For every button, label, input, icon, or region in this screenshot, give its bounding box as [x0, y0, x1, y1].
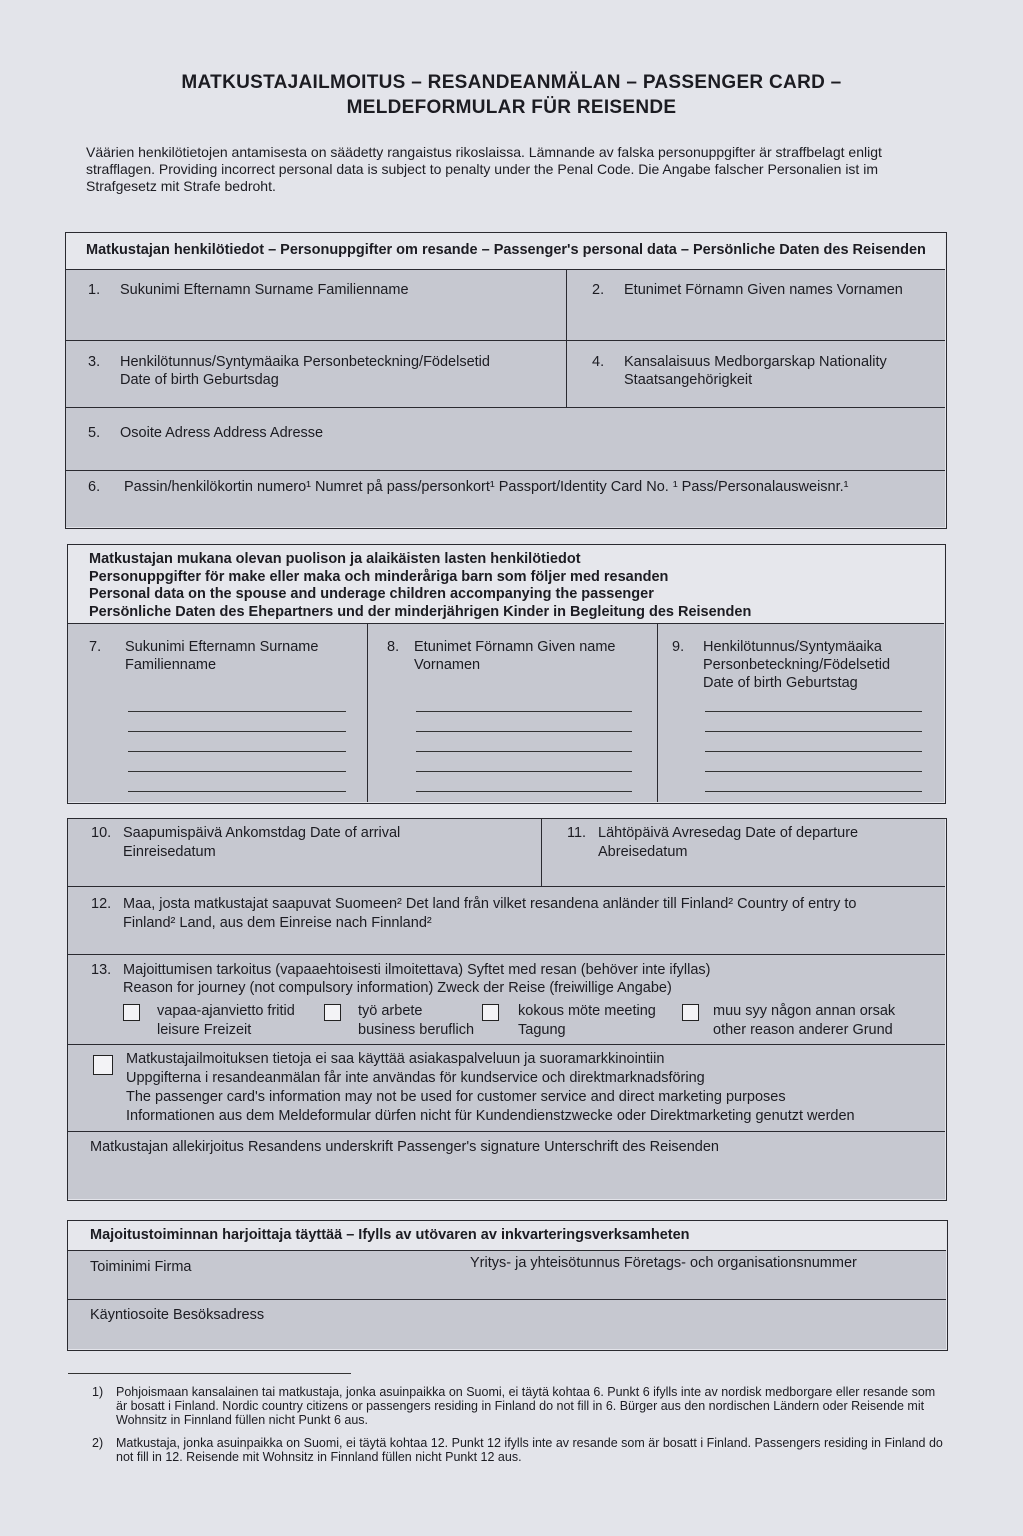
surname-label: Sukunimi Efternamn Surname Familienname	[120, 282, 409, 298]
field-number: 1.	[88, 282, 101, 298]
nationality-label-line2: Staatsangehörigkeit	[624, 372, 753, 388]
field-number: 4.	[592, 354, 605, 370]
companion-surname-lines	[128, 692, 346, 792]
entry-line[interactable]	[705, 772, 922, 792]
entry-line[interactable]	[128, 692, 346, 712]
field-number: 13.	[91, 962, 112, 978]
accommodation-header-text: Majoitustoiminnan harjoittaja täyttää – Ifylls av utövaren av inkvarteringsverksamheten	[90, 1227, 690, 1243]
footnote-1-text: Pohjoismaan kansalainen tai matkustaja, jonka asuinpaikka on Suomi, ei täytä kohtaa 6. Punkt 6 ifylls inte av nordisk medborgare eller resande som är bosatt i Finland. Nordic country citizens or passengers residing in Finland do not fill in 6. Bürger aus den nordischen Ländern oder Reisende mit Wohnsitz in Finnland füllen nicht Punkt 6 aus.	[116, 1385, 936, 1427]
companions-header-line: Persönliche Daten des Ehepartners und der minderjährigen Kinder in Begleitung des Reisenden	[89, 603, 752, 620]
other-reason-label-line2: other reason anderer Grund	[713, 1022, 893, 1038]
companions-header-line: Personuppgifter för make eller maka och minderåriga barn som följer med resanden	[89, 568, 669, 585]
field-number: 12.	[91, 896, 112, 912]
form-title-line2: MELDEFORMULAR FÜR REISENDE	[346, 97, 677, 118]
consent-line: Informationen aus dem Meldeformular dürfen nicht für Kundendienstzwecke oder Direktmarketing genutzt werden	[126, 1108, 855, 1124]
companion-given-name-label-line1: Etunimet Förnamn Given name	[414, 639, 616, 655]
companions-header-line: Personal data on the spouse and underage children accompanying the passenger	[89, 586, 654, 602]
entry-line[interactable]	[705, 732, 922, 752]
entry-line[interactable]	[705, 712, 922, 732]
companion-dob-column	[657, 624, 944, 802]
leisure-checkbox[interactable]	[123, 1004, 140, 1021]
travel-details-section	[67, 818, 947, 1201]
passenger-data-section	[65, 232, 947, 529]
entry-line[interactable]	[416, 732, 632, 752]
firm-field[interactable]	[68, 1251, 946, 1299]
entry-line[interactable]	[128, 752, 346, 772]
dob-label-line2: Date of birth Geburtsdag	[120, 372, 279, 388]
companion-given-name-label-line2: Vornamen	[414, 657, 481, 673]
field-number: 2.	[592, 282, 605, 298]
footnote-1-mark: 1)	[92, 1385, 104, 1399]
signature-label: Matkustajan allekirjoitus Resandens underskrift Passenger's signature Unterschrift des Reisenden	[90, 1139, 720, 1155]
address-field[interactable]	[66, 407, 945, 470]
visiting-address-label: Käyntiosoite Besöksadress	[90, 1307, 265, 1323]
entry-line[interactable]	[128, 712, 346, 732]
passenger-data-header-text: Matkustajan henkilötiedot – Personuppgifter om resande – Passenger's personal data – Persönliche Daten des Reisenden	[86, 242, 926, 258]
address-label: Osoite Adress Address Adresse	[120, 425, 324, 441]
arrival-label-line2: Einreisedatum	[123, 844, 216, 860]
country-label-line2: Finland² Land, aus dem Einreise nach Finnland²	[123, 915, 432, 931]
field-number: 5.	[88, 425, 101, 441]
accommodation-provider-section	[67, 1220, 948, 1351]
footnote-divider	[68, 1373, 351, 1374]
accommodation-header	[68, 1221, 946, 1251]
business-id-label: Yritys- ja yhteisötunnus Företags- och organisationsnummer	[470, 1255, 857, 1271]
consent-line: Uppgifterna i resandeanmälan får inte användas för kundservice och direktmarknadsföring	[126, 1070, 705, 1086]
departure-label-line1: Lähtöpäivä Avresedag Date of departure	[598, 825, 859, 841]
firm-label: Toiminimi Firma	[90, 1259, 192, 1275]
surname-field[interactable]	[66, 270, 566, 340]
form-title-line1: MATKUSTAJAILMOITUS – RESANDEANMÄLAN – PASSENGER CARD –	[181, 72, 842, 93]
entry-line[interactable]	[416, 692, 632, 712]
field-number: 9.	[672, 639, 685, 655]
companion-dob-lines	[705, 692, 922, 792]
entry-line[interactable]	[416, 772, 632, 792]
passport-number-label: Passin/henkilökortin numero¹ Numret på pass/personkort¹ Passport/Identity Card No. ¹ Pass/Personalausweisnr.¹	[124, 479, 849, 495]
other-reason-label-line1: muu syy någon annan orsak	[713, 1003, 896, 1019]
passport-number-field[interactable]	[66, 470, 945, 527]
signature-field[interactable]	[68, 1131, 945, 1199]
field-number: 7.	[89, 639, 102, 655]
reason-label-line2: Reason for journey (not compulsory information) Zweck der Reise (freiwillige Angabe)	[123, 980, 672, 996]
companions-section	[67, 544, 946, 804]
entry-line[interactable]	[416, 752, 632, 772]
no-marketing-checkbox[interactable]	[93, 1055, 113, 1075]
nationality-field[interactable]	[566, 340, 945, 407]
companion-dob-label-line2: Personbeteckning/Födelsetid	[703, 657, 891, 673]
entry-line[interactable]	[705, 752, 922, 772]
companion-surname-label-line2: Familienname	[125, 657, 217, 673]
penalty-warning: Väärien henkilötietojen antamisesta on säädetty rangaistus rikoslaissa. Lämnande av falska personuppgifter är straffbelagt enligt strafflagen. Providing incorrect personal data is subject to penalty under the Penal Code. Die Angabe falscher Personalien ist im Strafgesetz mit Strafe bedroht.	[86, 144, 882, 194]
departure-label-line2: Abreisedatum	[598, 844, 688, 860]
business-label-line2: business beruflich	[358, 1022, 475, 1038]
given-names-label: Etunimet Förnamn Given names Vornamen	[624, 282, 903, 298]
given-names-field[interactable]	[566, 270, 945, 340]
field-number: 6.	[88, 479, 101, 495]
arrival-date-field[interactable]	[68, 819, 541, 886]
consent-text	[126, 1050, 855, 1126]
reason-label-line1: Majoittumisen tarkoitus (vapaaehtoisesti ilmoitettava) Syftet med resan (behöver inte ifyllas)	[123, 962, 711, 978]
field-number: 8.	[387, 639, 400, 655]
meeting-checkbox[interactable]	[482, 1004, 499, 1021]
leisure-label-line1: vapaa-ajanvietto fritid	[157, 1003, 295, 1019]
meeting-label-line1: kokous möte meeting	[518, 1003, 656, 1019]
consent-line: The passenger card's information may not be used for customer service and direct marketing purposes	[126, 1089, 786, 1105]
companion-surname-column	[68, 624, 367, 802]
field-number: 10.	[91, 825, 112, 841]
date-of-birth-field[interactable]	[66, 340, 566, 407]
departure-date-field[interactable]	[541, 819, 945, 886]
companion-given-name-column	[367, 624, 657, 802]
country-label-line1: Maa, josta matkustajat saapuvat Suomeen² Det land från vilket resandena anländer till Finland² Country of entry to	[123, 896, 857, 912]
marketing-consent-field	[68, 1044, 945, 1131]
business-label-line1: työ arbete	[358, 1003, 423, 1019]
other-reason-checkbox[interactable]	[682, 1004, 699, 1021]
dob-label-line1: Henkilötunnus/Syntymäaika Personbeteckning/Födelsetid	[120, 354, 490, 370]
field-number: 3.	[88, 354, 101, 370]
meeting-label-line2: Tagung	[518, 1022, 566, 1038]
leisure-label-line2: leisure Freizeit	[157, 1022, 252, 1038]
entry-line[interactable]	[416, 712, 632, 732]
reason-for-journey-field	[68, 954, 945, 1044]
arrival-label-line1: Saapumispäivä Ankomstdag Date of arrival	[123, 825, 401, 841]
business-checkbox[interactable]	[324, 1004, 341, 1021]
footnote-2-text: Matkustaja, jonka asuinpaikka on Suomi, ei täytä kohtaa 12. Punkt 12 ifylls inte av resande som är bosatt i Finland. Passengers residing in Finland do not fill in 12. Reisende mit Wohnsitz in Finnland füllen nicht Punkt 12 aus.	[116, 1436, 943, 1464]
companion-surname-label-line1: Sukunimi Efternamn Surname	[125, 639, 319, 655]
companion-dob-label-line3: Date of birth Geburtstag	[703, 675, 858, 691]
companion-dob-label-line1: Henkilötunnus/Syntymäaika	[703, 639, 882, 655]
field-number: 11.	[567, 825, 587, 841]
passenger-data-header	[66, 233, 945, 270]
consent-line: Matkustajailmoituksen tietoja ei saa käyttää asiakaspalveluun ja suoramarkkinointiin	[126, 1051, 665, 1067]
entry-line[interactable]	[128, 732, 346, 752]
entry-line[interactable]	[128, 772, 346, 792]
companions-header-line: Matkustajan mukana olevan puolison ja alaikäisten lasten henkilötiedot	[89, 551, 581, 567]
country-of-entry-field[interactable]	[68, 886, 945, 954]
visiting-address-field[interactable]	[68, 1299, 946, 1349]
footnote-2-mark: 2)	[92, 1436, 104, 1450]
companions-header	[68, 545, 944, 624]
nationality-label-line1: Kansalaisuus Medborgarskap Nationality	[624, 354, 887, 370]
companion-given-name-lines	[416, 692, 632, 792]
entry-line[interactable]	[705, 692, 922, 712]
